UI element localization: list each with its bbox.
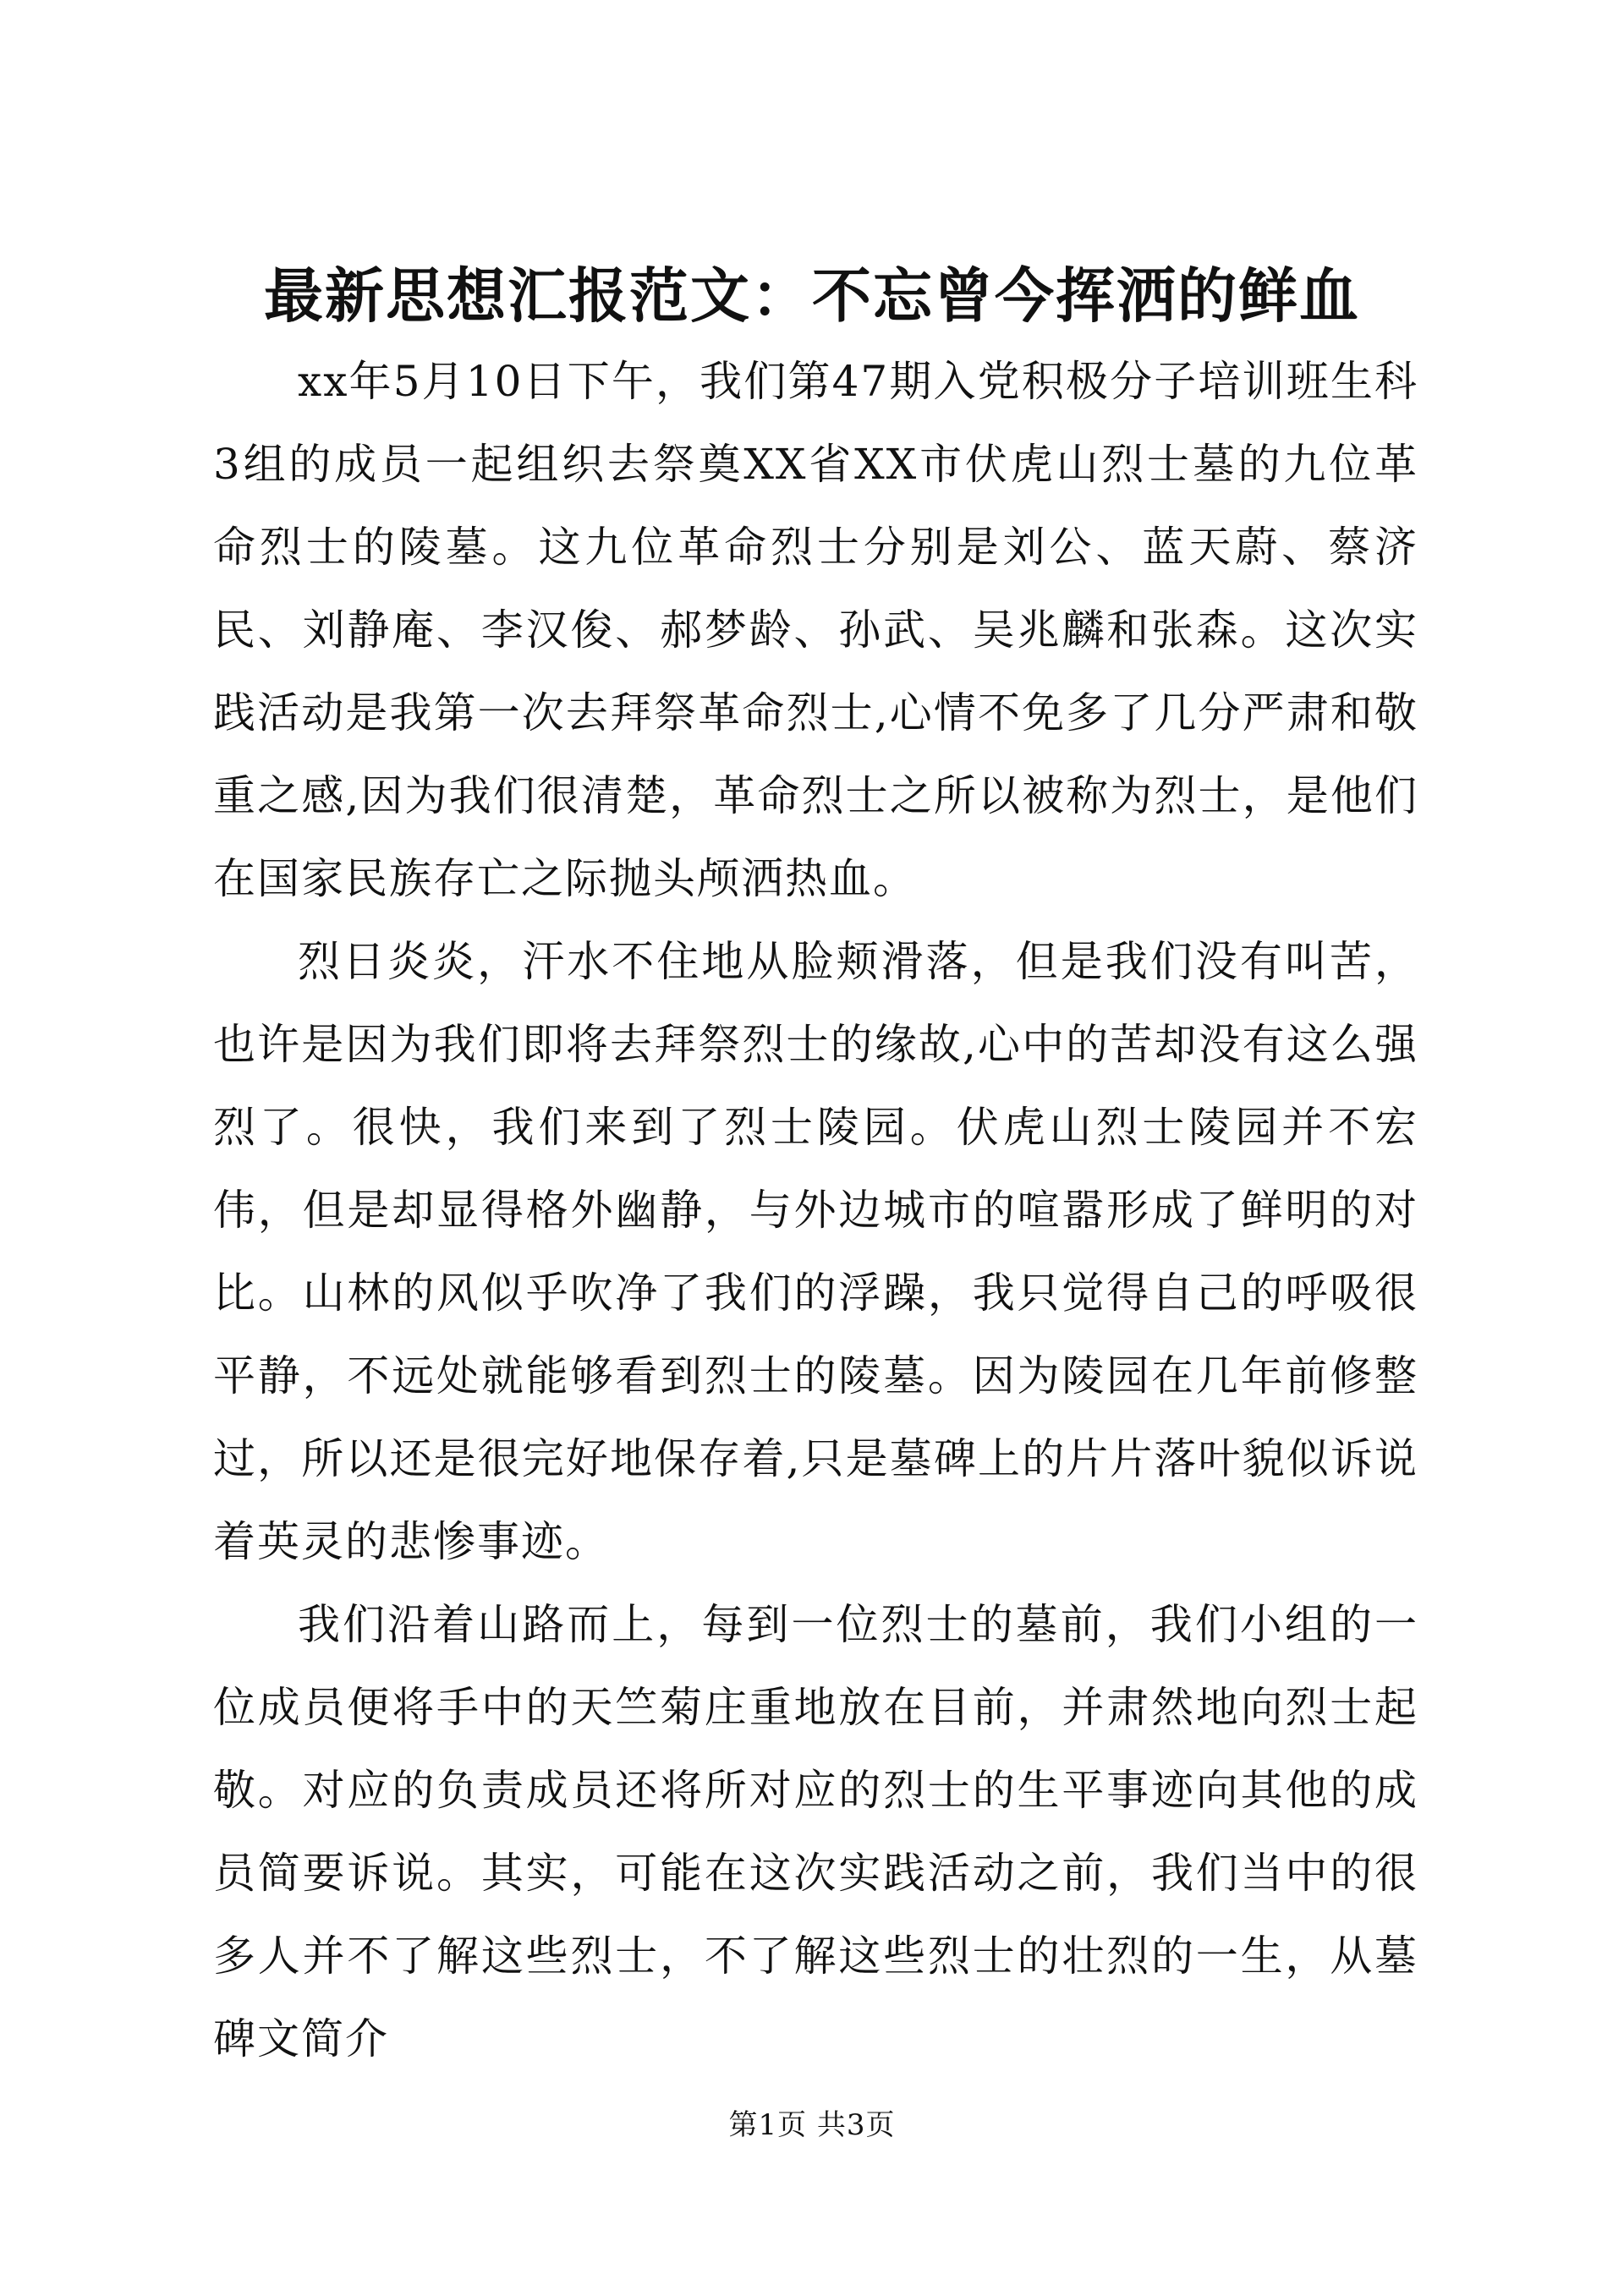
document-title: 最新思想汇报范文：不忘曾今挥洒的鲜血 (264, 260, 1360, 331)
paragraph-3: 我们沿着山路而上，每到一位烈士的墓前，我们小组的一位成员便将手中的天竺菊庄重地放在目前，并肃然地向烈士起敬。对应的负责成员还将所对应的烈士的生平事迹向其他的成员简要诉说。其实，可能在这次实践活动之前，我们当中的很多人并不了解这些烈士，不了解这些烈士的壮烈的一生，从墓碑文简介 (213, 1600, 1418, 2063)
document-body (213, 340, 1418, 2080)
page-number-footer: 第1页 共3页 (728, 2108, 896, 2142)
paragraph-1: xx年5月10日下午，我们第47期入党积极分子培训班生科3组的成员一起组织去祭奠XX省XX市伏虎山烈士墓的九位革命烈士的陵墓。这九位革命烈士分别是刘公、蓝天蔚、蔡济民、刘静庵、李汉俊、郝梦龄、孙武、吴兆麟和张森。这次实践活动是我第一次去拜祭革命烈士,心情不免多了几分严肃和敬重之感,因为我们很清楚，革命烈士之所以被称为烈士，是他们在国家民族存亡之际抛头颅洒热血。 (213, 357, 1418, 903)
paragraph-2: 烈日炎炎，汗水不住地从脸颊滑落，但是我们没有叫苦，也许是因为我们即将去拜祭烈士的缘故,心中的苦却没有这么强烈了。很快，我们来到了烈士陵园。伏虎山烈士陵园并不宏伟，但是却显得格外幽静，与外边城市的喧嚣形成了鲜明的对比。山林的风似乎吹净了我们的浮躁，我只觉得自己的呼吸很平静，不远处就能够看到烈士的陵墓。因为陵园在几年前修整过，所以还是很完好地保存着,只是墓碑上的片片落叶貌似诉说着英灵的悲惨事迹。 (213, 937, 1418, 1566)
